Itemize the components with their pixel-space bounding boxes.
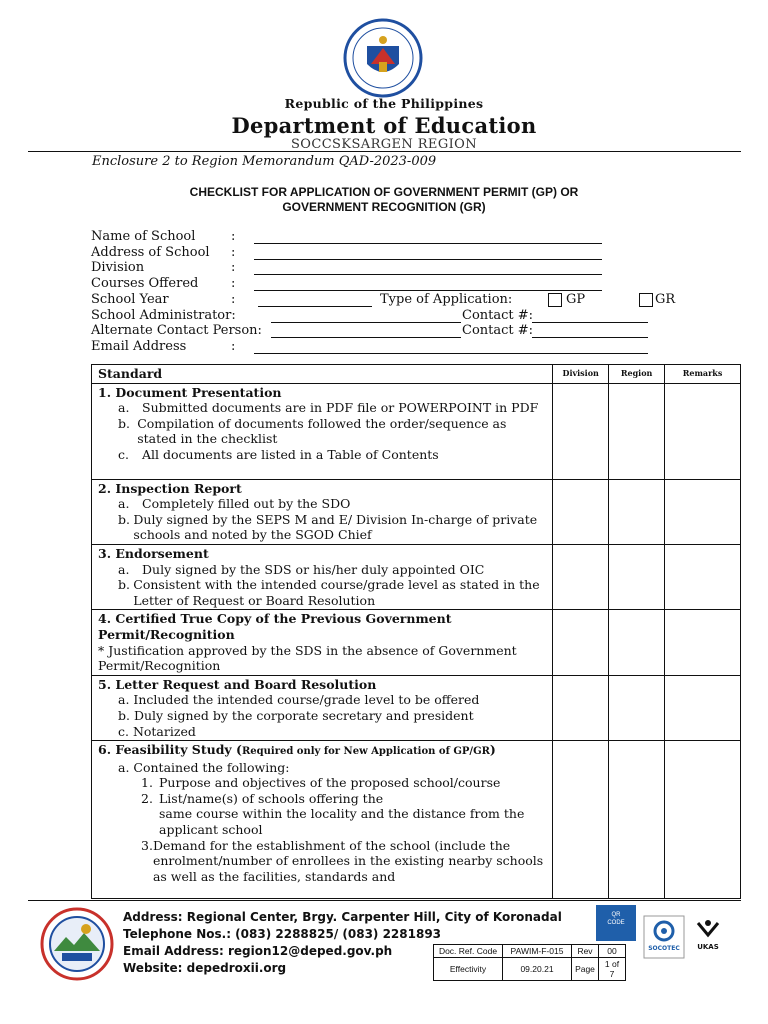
gp-label: GP: [566, 292, 586, 307]
remarks-header: Remarks: [665, 365, 741, 384]
document-reference-table: [433, 944, 626, 981]
list-item: 1. Purpose and objectives of the proposed school/course: [141, 775, 501, 791]
table-row: [92, 479, 741, 544]
contact-label: Contact #:: [462, 323, 534, 338]
division-check-cell[interactable]: [553, 675, 609, 740]
socotec-cert-icon: [643, 915, 685, 959]
name-of-school-label: Name of School: [91, 229, 196, 244]
footer-divider: [28, 900, 741, 901]
section-title: 1. Document Presentation: [98, 384, 282, 400]
standard-cell: [92, 479, 553, 544]
table-row: [92, 741, 741, 899]
colon: :: [231, 292, 236, 307]
colon: :: [231, 276, 236, 291]
rev-label: Rev: [572, 945, 599, 958]
region-check-cell[interactable]: [609, 610, 665, 675]
list-item: c. Notarized: [118, 723, 196, 739]
list-item: b. Consistent with the intended course/grade level as stated in the Letter of Request or Board Resolution: [118, 577, 540, 608]
table-row: [92, 383, 741, 479]
address-of-school-label: Address of School: [91, 245, 210, 260]
standard-cell: [92, 741, 553, 899]
school-administrator-label: School Administrator:: [91, 308, 236, 323]
email-address-field[interactable]: [254, 341, 648, 354]
effectivity-label: Effectivity: [434, 958, 503, 981]
gr-checkbox[interactable]: [639, 293, 653, 307]
gp-checkbox[interactable]: [548, 293, 562, 307]
region-header: Region: [609, 365, 665, 384]
rev-value: 00: [599, 945, 626, 958]
title-line-1: CHECKLIST FOR APPLICATION OF GOVERNMENT PERMIT (GP) OR: [189, 185, 579, 199]
list-item: 2. List/name(s) of schools offering the: [141, 790, 384, 806]
colon: :: [231, 229, 236, 244]
section-title: 3. Endorsement: [98, 545, 209, 561]
ukas-text: UKAS: [697, 943, 719, 951]
footer-email[interactable]: Email Address: region12@deped.gov.ph: [123, 944, 393, 958]
school-administrator-field[interactable]: [271, 310, 461, 323]
header-divider: [28, 151, 741, 152]
table-row: [92, 675, 741, 740]
school-year-label: School Year: [91, 292, 169, 307]
table-header-row: [92, 365, 741, 384]
list-item: a. Submitted documents are in PDF file or POWERPOINT in PDF: [118, 400, 539, 416]
regional-office-logo: [40, 907, 114, 981]
standard-cell: [92, 544, 553, 609]
table-row: [92, 544, 741, 609]
name-of-school-field[interactable]: [254, 231, 602, 244]
contact-label: Contact #:: [462, 308, 534, 323]
list-item: 3. Demand for the establishment of the school (include the enrolment/number of enrollees in the existing nearby schools as well as the facilities, standards and: [141, 837, 544, 884]
remarks-cell[interactable]: [665, 383, 741, 479]
colon: :: [231, 260, 236, 275]
list-item-continuation: same course within the locality and the distance from the applicant school: [159, 806, 525, 838]
division-check-cell[interactable]: [553, 544, 609, 609]
checklist-table: [91, 364, 741, 899]
table-row: [92, 610, 741, 675]
doc-ref-value: PAWIM-F-015: [503, 945, 572, 958]
division-label: Division: [91, 260, 145, 275]
list-item: a. Included the intended course/grade level to be offered: [118, 692, 480, 708]
qr-code-placeholder: QR CODE: [596, 905, 636, 941]
region-check-cell[interactable]: [609, 675, 665, 740]
footer-address: Address: Regional Center, Brgy. Carpenter Hill, City of Koronadal: [123, 910, 562, 924]
list-item: a. Completely filled out by the SDO: [118, 496, 351, 512]
alternate-contact-field[interactable]: [271, 325, 461, 338]
administrator-contact-field[interactable]: [532, 310, 648, 323]
division-check-cell[interactable]: [553, 479, 609, 544]
colon: :: [231, 339, 236, 354]
table-row: [434, 958, 626, 981]
section-title: 5. Letter Request and Board Resolution: [98, 676, 377, 692]
list-item: b. Compilation of documents followed the order/sequence as stated in the checklist: [118, 415, 507, 447]
region-check-cell[interactable]: [609, 544, 665, 609]
justification-note: * Justification approved by the SDS in the absence of Government Permit/Recognition: [98, 642, 517, 674]
list-item: a. Contained the following:: [118, 759, 290, 775]
courses-offered-label: Courses Offered: [91, 276, 199, 291]
deped-seal-logo: [343, 18, 423, 98]
email-address-label: Email Address: [91, 339, 187, 354]
department-name: Department of Education: [231, 113, 537, 138]
table-row: [434, 945, 626, 958]
courses-offered-field[interactable]: [254, 278, 602, 291]
checklist-title: [0, 185, 768, 215]
section-title-note: Required only for New Application of GP/GR: [241, 746, 490, 758]
section-title: 6. Feasibility Study (Required only for New Application of GP/GR): [98, 742, 496, 758]
region-name: SOCCSKSARGEN REGION: [291, 137, 477, 152]
footer-website[interactable]: Website: depedroxii.org: [123, 961, 287, 975]
remarks-cell[interactable]: [665, 479, 741, 544]
standard-cell: [92, 675, 553, 740]
effectivity-value: 09.20.21: [503, 958, 572, 981]
list-item: a. Duly signed by the SDS or his/her duly appointed OIC: [118, 561, 485, 577]
division-check-cell[interactable]: [553, 610, 609, 675]
remarks-cell[interactable]: [665, 544, 741, 609]
region-check-cell[interactable]: [609, 741, 665, 899]
alternate-contact-number-field[interactable]: [532, 325, 648, 338]
division-check-cell[interactable]: [553, 741, 609, 899]
division-check-cell[interactable]: [553, 383, 609, 479]
type-of-application-label: Type of Application:: [380, 292, 513, 307]
standard-cell: [92, 383, 553, 479]
enclosure-note: Enclosure 2 to Region Memorandum QAD-2023-009: [92, 154, 437, 169]
footer-telephone: Telephone Nos.: (083) 2288825/ (083) 2281893: [123, 927, 442, 941]
page-value: 1 of 7: [599, 958, 626, 981]
region-check-cell[interactable]: [609, 479, 665, 544]
title-line-2: GOVERNMENT RECOGNITION (GR): [282, 200, 486, 214]
republic-line: Republic of the Philippines: [284, 96, 484, 111]
page-label: Page: [572, 958, 599, 981]
gr-label: GR: [655, 292, 676, 307]
list-item: b. Duly signed by the SEPS M and E/ Division In-charge of private schools and noted by the SGOD Chief: [118, 511, 538, 543]
ukas-cert-icon: [690, 915, 726, 959]
division-header: Division: [553, 365, 609, 384]
section-title: 2. Inspection Report: [98, 480, 242, 496]
remarks-cell[interactable]: [665, 675, 741, 740]
colon: :: [231, 245, 236, 260]
alternate-contact-label: Alternate Contact Person:: [91, 323, 262, 338]
remarks-cell[interactable]: [665, 610, 741, 675]
list-item: c. All documents are listed in a Table of Contents: [118, 446, 439, 462]
doc-ref-label: Doc. Ref. Code: [434, 945, 503, 958]
remarks-cell[interactable]: [665, 741, 741, 899]
list-item: b. Duly signed by the corporate secretary and president: [118, 707, 474, 723]
section-title: 4. Certified True Copy of the Previous Government Permit/Recognition: [98, 611, 452, 642]
school-year-field[interactable]: [258, 294, 372, 307]
standard-cell: [92, 610, 553, 675]
address-of-school-field[interactable]: [254, 247, 602, 260]
division-field[interactable]: [254, 262, 602, 275]
socotec-text: SOCOTEC: [648, 945, 680, 952]
standard-header: Standard: [92, 365, 553, 384]
region-check-cell[interactable]: [609, 383, 665, 479]
